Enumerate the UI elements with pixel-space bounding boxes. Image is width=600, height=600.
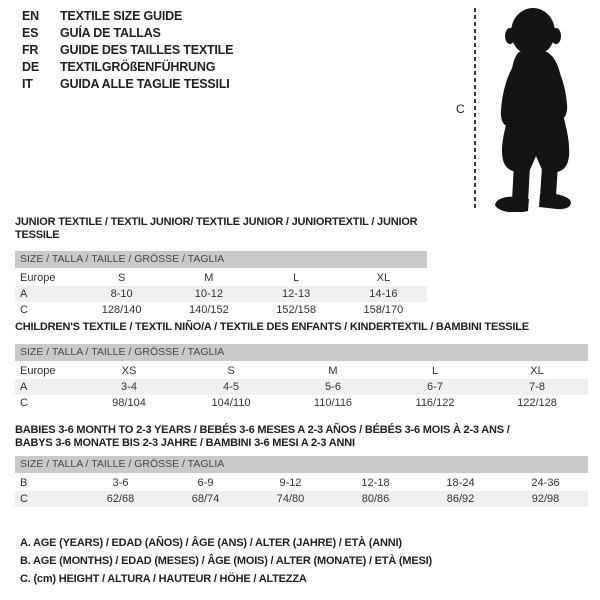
section-title-junior (15, 216, 427, 242)
size-cell: 6-7 (427, 381, 443, 393)
size-cell: S (227, 365, 235, 377)
size-cell: 8-10 (110, 288, 133, 300)
row-label: C (20, 493, 28, 505)
language-row (22, 59, 233, 76)
table-row (15, 395, 588, 411)
size-cell: 14-16 (369, 288, 398, 300)
size-cell: 3-6 (112, 477, 129, 489)
row-label: A (20, 381, 28, 393)
table-row (15, 270, 427, 286)
size-cell: 80/86 (361, 493, 390, 505)
size-header-band: SIZE / TALLA / TAILLE / GRÖSSE / TAGLIA (15, 344, 588, 361)
size-cell: 6-9 (197, 477, 214, 489)
size-cell: 10-12 (194, 288, 223, 300)
size-header-band: SIZE / TALLA / TAILLE / GRÖSSE / TAGLIA (15, 251, 427, 268)
language-label: GUIDE DES TAILLES TEXTILE (60, 43, 234, 57)
size-cell: 86/92 (446, 493, 475, 505)
row-label: Europe (20, 272, 56, 284)
language-label: GUIDA ALLE TAGLIE TESSILI (60, 77, 230, 91)
size-cell: M (204, 272, 214, 284)
table-row (15, 475, 588, 491)
size-cell: 12-18 (361, 477, 390, 489)
language-code: DE (22, 60, 39, 74)
table-row (15, 363, 588, 379)
row-label: B (20, 477, 28, 489)
size-cell: S (117, 272, 126, 284)
size-cell: 128/140 (101, 304, 142, 316)
section-title-line: BABYS 3-6 MONATE BIS 2-3 JAHRE / BAMBINI 3-6 MESI A 2-3 ANNI (15, 437, 355, 449)
language-row (22, 8, 233, 25)
row-label: A (20, 288, 28, 300)
junior-size-table (15, 251, 427, 318)
size-cell: 74/80 (276, 493, 305, 505)
height-dotted-line (474, 8, 476, 208)
size-cell: 98/104 (112, 397, 146, 409)
size-cell: 9-12 (279, 477, 302, 489)
table-row (15, 491, 588, 507)
baby-silhouette-shape (495, 8, 571, 212)
section-title-children (15, 321, 588, 334)
language-list (22, 8, 233, 93)
size-cell: 122/128 (517, 397, 557, 409)
baby-silhouette-icon (483, 6, 583, 212)
legend-line: B. AGE (MONTHS) / EDAD (MESES) / ÂGE (MOIS) / ALTER (MONATE) / ETÀ (MESI) (20, 555, 432, 567)
language-code: EN (22, 9, 39, 23)
size-cell: XL (376, 272, 391, 284)
row-label: C (20, 304, 28, 316)
size-cell: 104/110 (211, 397, 251, 409)
size-cell: 4-5 (223, 381, 239, 393)
size-cell: L (431, 365, 439, 377)
size-cell: 3-4 (121, 381, 137, 393)
children-textile-section (15, 321, 588, 411)
size-cell: L (293, 272, 300, 284)
size-cell: M (328, 365, 338, 377)
language-label: TEXTILGRÖßENFÜHRUNG (60, 60, 216, 74)
language-label: TEXTILE SIZE GUIDE (60, 9, 183, 23)
row-label: Europe (20, 365, 56, 377)
size-cell: 152/158 (276, 304, 316, 316)
legend-line: C. (cm) HEIGHT / ALTURA / HAUTEUR / HÖHE / ALTEZZA (20, 573, 307, 585)
height-measure-label: C (456, 102, 465, 116)
language-code: FR (22, 43, 39, 57)
language-row (22, 42, 233, 59)
legend-line: A. AGE (YEARS) / EDAD (AÑOS) / ÂGE (ANS) / ALTER (JAHRE) / ETÀ (ANNI) (20, 537, 402, 549)
size-cell: 110/116 (313, 397, 353, 409)
row-label: C (20, 397, 28, 409)
size-header-band: SIZE / TALLA / TAILLE / GRÖSSE / TAGLIA (15, 456, 588, 473)
language-code: ES (22, 26, 39, 40)
language-row (22, 76, 233, 93)
table-rows (15, 363, 588, 411)
size-cell: 12-13 (282, 288, 311, 300)
table-row (15, 302, 427, 318)
table-rows (15, 270, 427, 318)
size-cell: 24-36 (531, 477, 560, 489)
size-cell: XS (121, 365, 137, 377)
table-row (15, 379, 588, 395)
babies-size-table (15, 456, 588, 507)
size-cell: 92/98 (531, 493, 560, 505)
section-title-line: CHILDREN'S TEXTILE / TEXTIL NIÑO/A / TEXTILE DES ENFANTS / KINDERTEXTIL / BAMBINI TESSILE (15, 321, 529, 333)
size-cell: 158/170 (363, 304, 404, 316)
size-cell: XL (530, 365, 544, 377)
size-cell: 62/68 (106, 493, 135, 505)
size-cell: 5-6 (325, 381, 341, 393)
language-row (22, 25, 233, 42)
section-title-babies (15, 424, 588, 450)
table-row (15, 286, 427, 302)
table-rows (15, 475, 588, 507)
size-cell: 116/122 (415, 397, 455, 409)
size-cell: 140/152 (188, 304, 229, 316)
junior-textile-section (15, 216, 427, 318)
section-title-line: JUNIOR TEXTILE / TEXTIL JUNIOR/ TEXTILE JUNIOR / JUNIORTEXTIL / JUNIOR TESSILE (15, 216, 418, 241)
babies-textile-section (15, 424, 588, 507)
children-size-table (15, 344, 588, 411)
size-cell: 7-8 (529, 381, 545, 393)
measurement-legend (20, 534, 432, 588)
language-code: IT (22, 77, 33, 91)
size-cell: 18-24 (446, 477, 475, 489)
section-title-line: BABIES 3-6 MONTH TO 2-3 YEARS / BEBÉS 3-6 MESES A 2-3 AÑOS / BÉBÉS 3-6 MOIS À 2-3 ANS / (15, 424, 510, 436)
language-label: GUÍA DE TALLAS (60, 26, 161, 40)
size-cell: 68/74 (191, 493, 220, 505)
